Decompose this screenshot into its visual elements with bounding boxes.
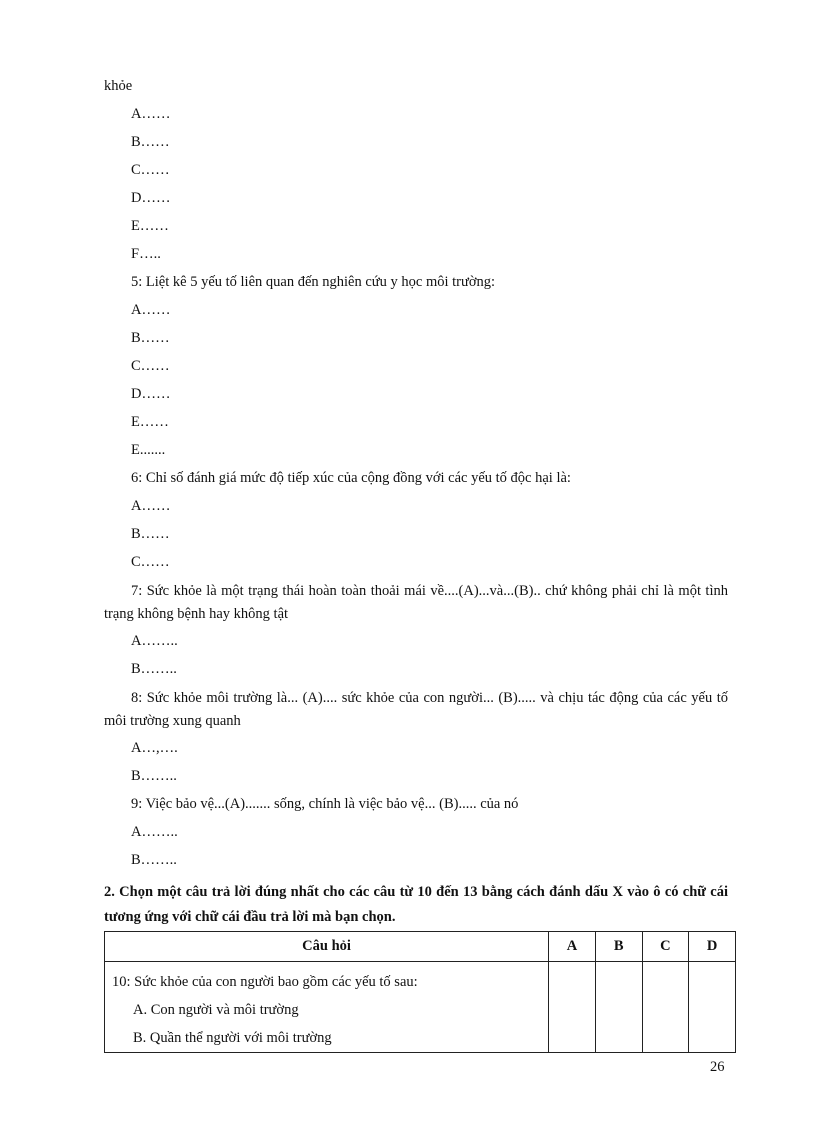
header-d: D — [689, 932, 736, 962]
answer-line: F….. — [131, 246, 161, 262]
header-question: Câu hỏi — [105, 932, 549, 962]
page-number: 26 — [710, 1059, 725, 1075]
answer-line: C…… — [131, 554, 170, 570]
header-b: B — [595, 932, 642, 962]
question-9: 9: Việc bảo vệ...(A)....... sống, chính là việc bảo vệ... (B)..... của nó — [131, 796, 519, 812]
answer-table — [104, 931, 736, 1053]
answer-line: B…….. — [131, 852, 177, 868]
question-5: 5: Liệt kê 5 yếu tố liên quan đến nghiên cứu y học môi trường: — [131, 274, 496, 290]
option-a: A. Con người và môi trường — [133, 1002, 299, 1018]
answer-line: D…… — [131, 386, 171, 402]
answer-line: C…… — [131, 358, 170, 374]
answer-box-c[interactable] — [642, 962, 689, 1053]
answer-line: B…… — [131, 330, 170, 346]
answer-line: A…….. — [131, 633, 178, 649]
question-7: 7: Sức khỏe là một trạng thái hoàn toàn thoải mái về....(A)...và...(B).. chứ không phải chỉ là một tình trạng không bệnh hay không tật — [104, 583, 728, 622]
question-6: 6: Chỉ số đánh giá mức độ tiếp xúc của cộng đồng với các yếu tố độc hại là: — [131, 470, 571, 486]
table-header-row — [105, 932, 736, 962]
question-10-text: 10: Sức khỏe của con người bao gồm các yếu tố sau: — [112, 974, 418, 990]
answer-line: A…… — [131, 302, 171, 318]
header-a: A — [549, 932, 596, 962]
answer-box-d[interactable] — [689, 962, 736, 1053]
answer-line: E....... — [131, 442, 166, 458]
header-c: C — [642, 932, 689, 962]
question-10-cell — [105, 962, 549, 1053]
answer-line: E…… — [131, 414, 169, 430]
answer-line: A…,…. — [131, 740, 178, 756]
answer-line: A…… — [131, 106, 171, 122]
answer-line: E…… — [131, 218, 169, 234]
answer-box-a[interactable] — [549, 962, 596, 1053]
answer-line: A…….. — [131, 824, 178, 840]
question-8: 8: Sức khỏe môi trường là... (A).... sức khỏe của con người... (B)..... và chịu tác động của các yếu tố môi trường xung quanh — [104, 690, 728, 729]
continued-text: khỏe — [104, 78, 133, 94]
answer-line: B…… — [131, 526, 170, 542]
answer-line: D…… — [131, 190, 171, 206]
answer-line: C…… — [131, 162, 170, 178]
answer-line: B…….. — [131, 768, 177, 784]
option-b: B. Quần thể người với môi trường — [133, 1030, 332, 1046]
table-row — [105, 962, 736, 1053]
answer-line: B…….. — [131, 661, 177, 677]
section-2-heading: 2. Chọn một câu trả lời đúng nhất cho các câu từ 10 đến 13 bằng cách đánh dấu X vào ô có chữ cái tương ứng với chữ cái đầu trả lời mà bạn chọn. — [104, 884, 728, 925]
answer-line: B…… — [131, 134, 170, 150]
answer-line: A…… — [131, 498, 171, 514]
answer-box-b[interactable] — [595, 962, 642, 1053]
